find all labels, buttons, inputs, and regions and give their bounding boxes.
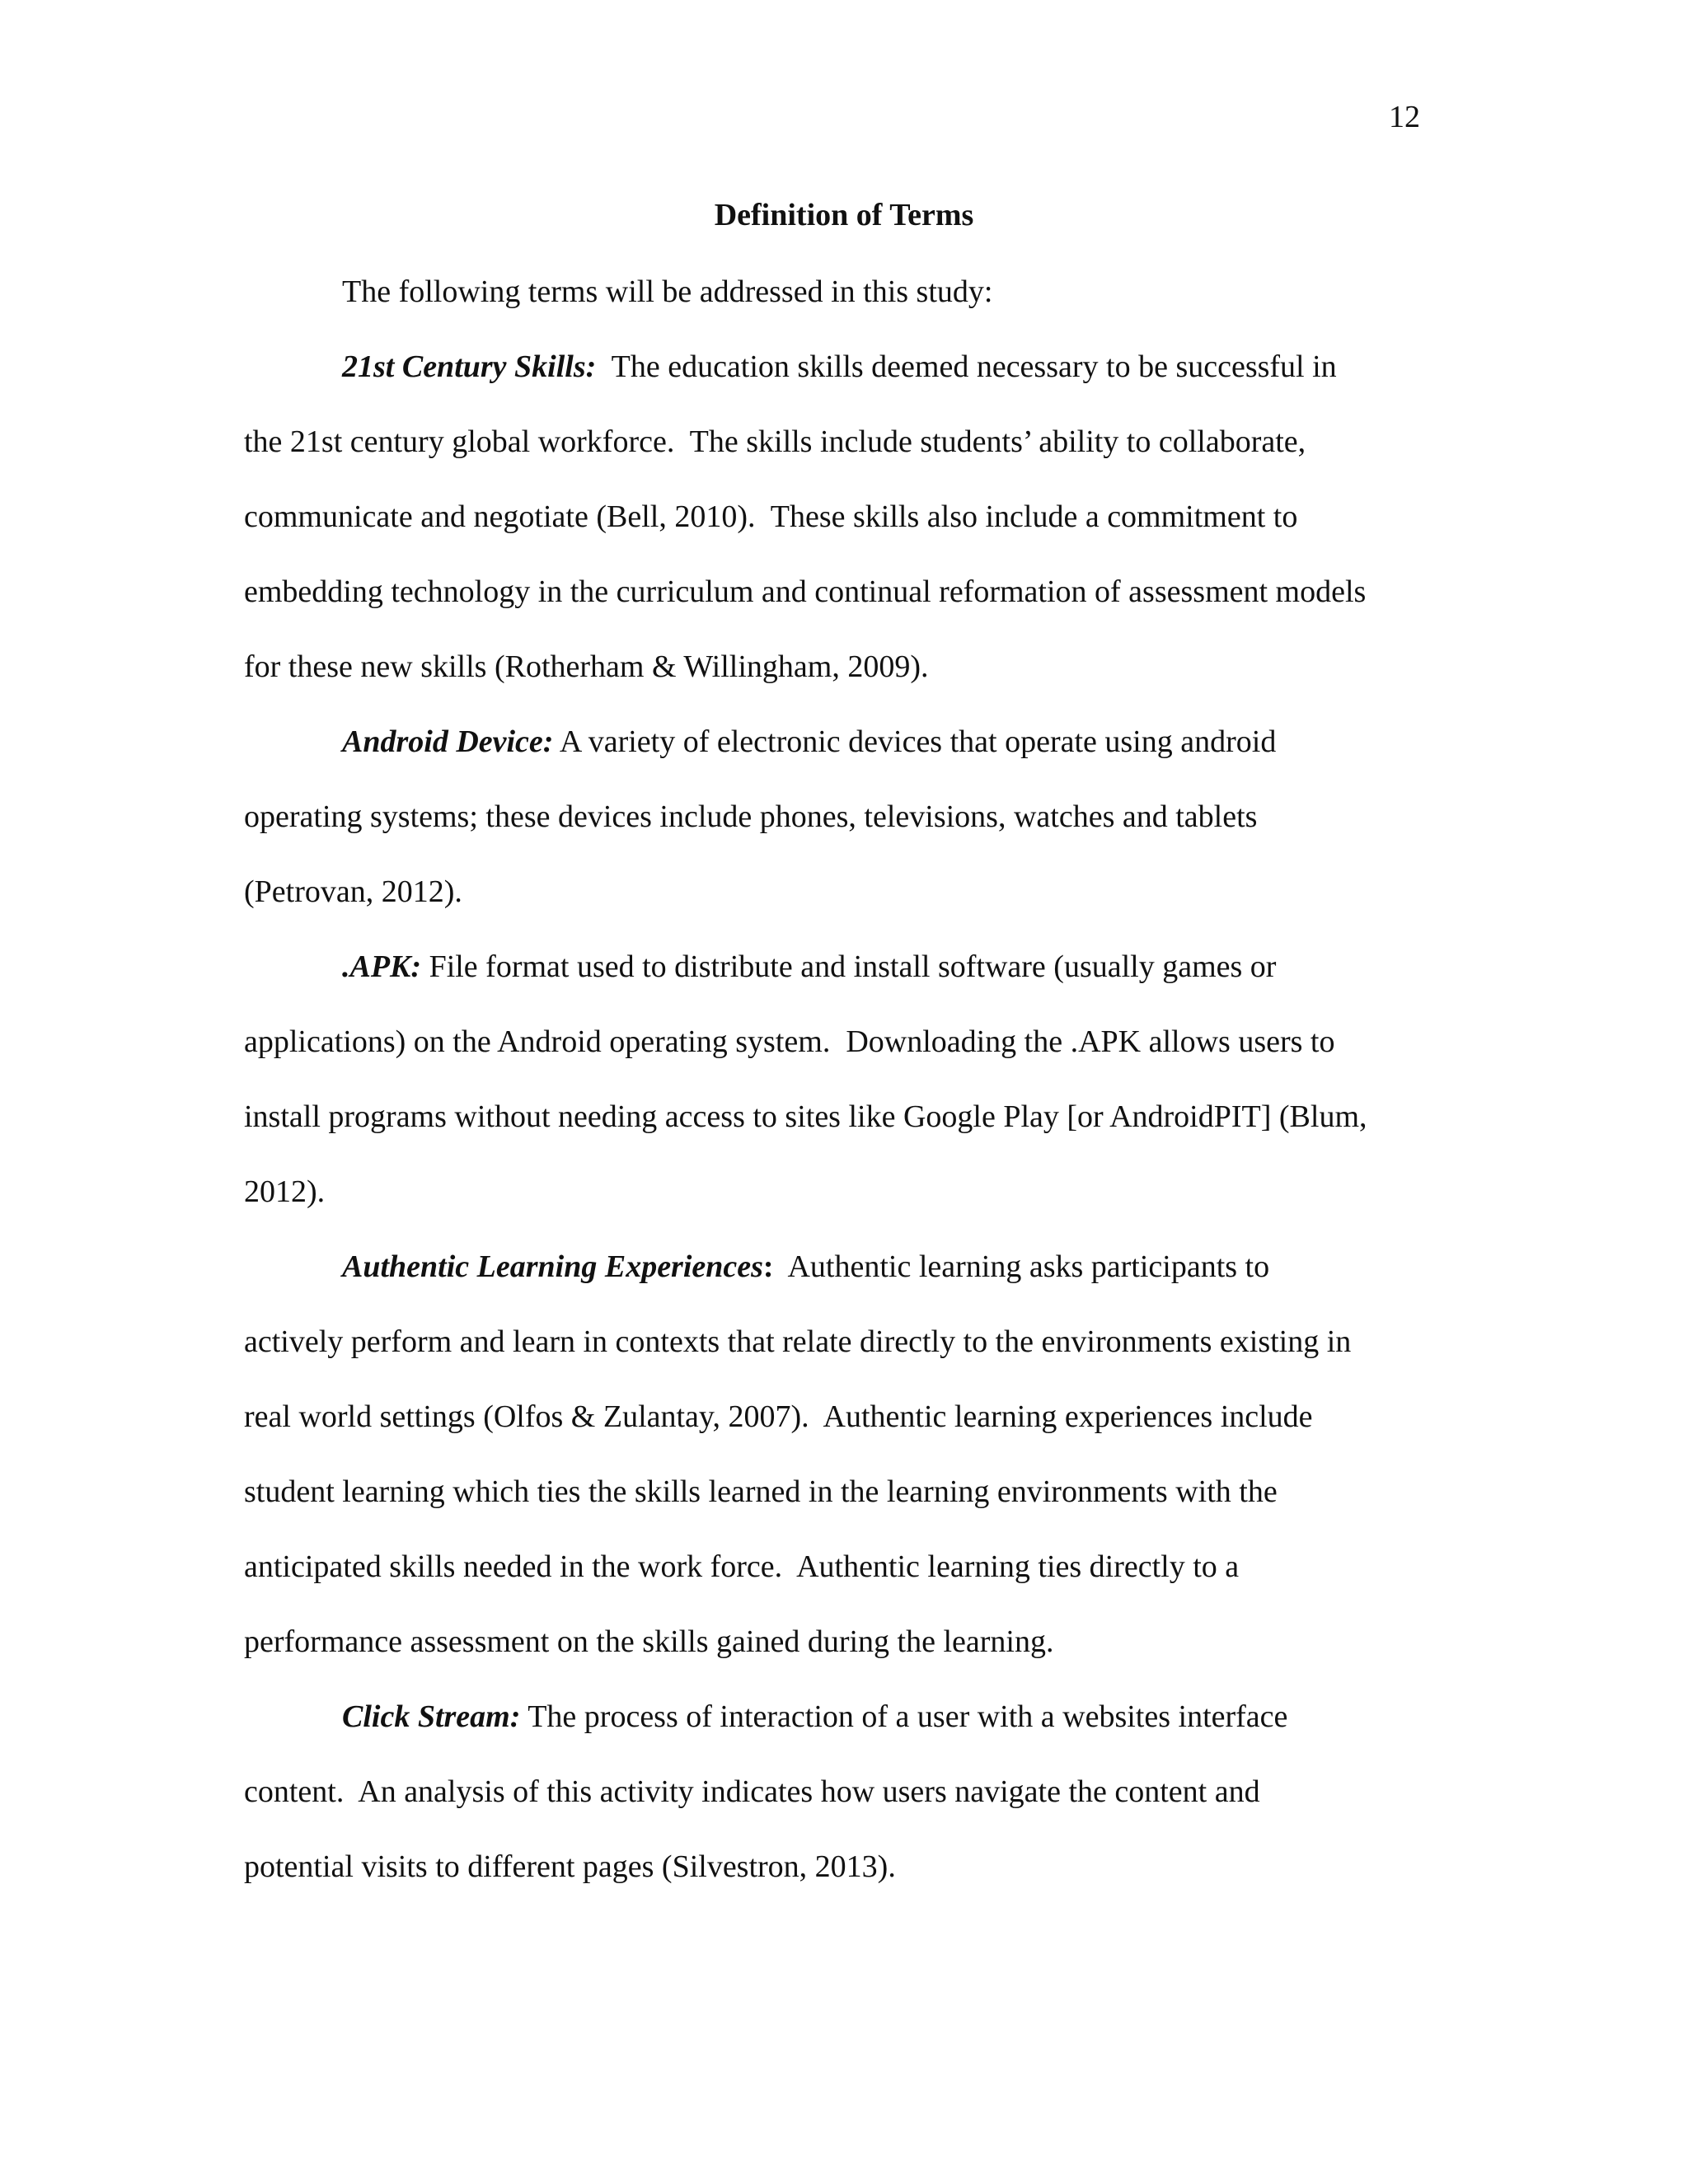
term-label: 21st Century Skills: (342, 349, 597, 384)
definition-line: student learning which ties the skills learned in the learning environments with the (244, 1474, 1278, 1509)
term-definition-line: The process of interaction of a user with a websites interface (528, 1699, 1288, 1734)
term-label: Click Stream: (342, 1699, 521, 1734)
term-android-device (342, 722, 1276, 762)
term-label: Authentic Learning Experiences (342, 1249, 763, 1284)
definition-line: applications) on the Android operating system. Downloading the .APK allows users to (244, 1024, 1335, 1059)
term-label: .APK: (342, 949, 422, 984)
section-heading: Definition of Terms (714, 198, 974, 232)
term-authentic-learning-experiences (342, 1247, 1269, 1286)
definition-line: content. An analysis of this activity indicates how users navigate the content and (244, 1774, 1260, 1809)
intro-text: The following terms will be addressed in this study: (342, 274, 993, 309)
definition-line: operating systems; these devices include phones, televisions, watches and tablets (244, 799, 1258, 834)
definition-line: actively perform and learn in contexts that relate directly to the environments existing in (244, 1324, 1352, 1359)
page-number: 12 (1389, 100, 1420, 134)
definition-line: 2012). (244, 1174, 326, 1209)
term-apk (342, 947, 1276, 987)
term-definition-line: File format used to distribute and install software (usually games or (429, 949, 1277, 984)
definition-line: the 21st century global workforce. The skills include students’ ability to collaborate, (244, 424, 1306, 459)
term-click-stream (342, 1697, 1287, 1736)
definition-line: for these new skills (Rotherham & Willingham, 2009). (244, 649, 929, 684)
term-colon: : (762, 1249, 774, 1284)
definition-line: (Petrovan, 2012). (244, 874, 462, 909)
definition-line: anticipated skills needed in the work force. Authentic learning ties directly to a (244, 1549, 1240, 1584)
definition-line: real world settings (Olfos & Zulantay, 2007). Authentic learning experiences include (244, 1399, 1313, 1434)
definition-line: potential visits to different pages (Silvestron, 2013). (244, 1849, 896, 1884)
term-definition-line: Authentic learning asks participants to (787, 1249, 1270, 1284)
definition-line: install programs without needing access to sites like Google Play [or AndroidPIT] (Blum, (244, 1099, 1367, 1134)
term-definition-line: A variety of electronic devices that operate using android (559, 724, 1277, 759)
term-label: Android Device: (342, 724, 554, 759)
term-21st-century-skills (342, 347, 1337, 387)
definition-line: performance assessment on the skills gained during the learning. (244, 1624, 1054, 1659)
definition-line: embedding technology in the curriculum and continual reformation of assessment models (244, 574, 1367, 609)
term-definition-line: The education skills deemed necessary to be successful in (611, 349, 1337, 384)
definition-line: communicate and negotiate (Bell, 2010). These skills also include a commitment to (244, 499, 1298, 534)
